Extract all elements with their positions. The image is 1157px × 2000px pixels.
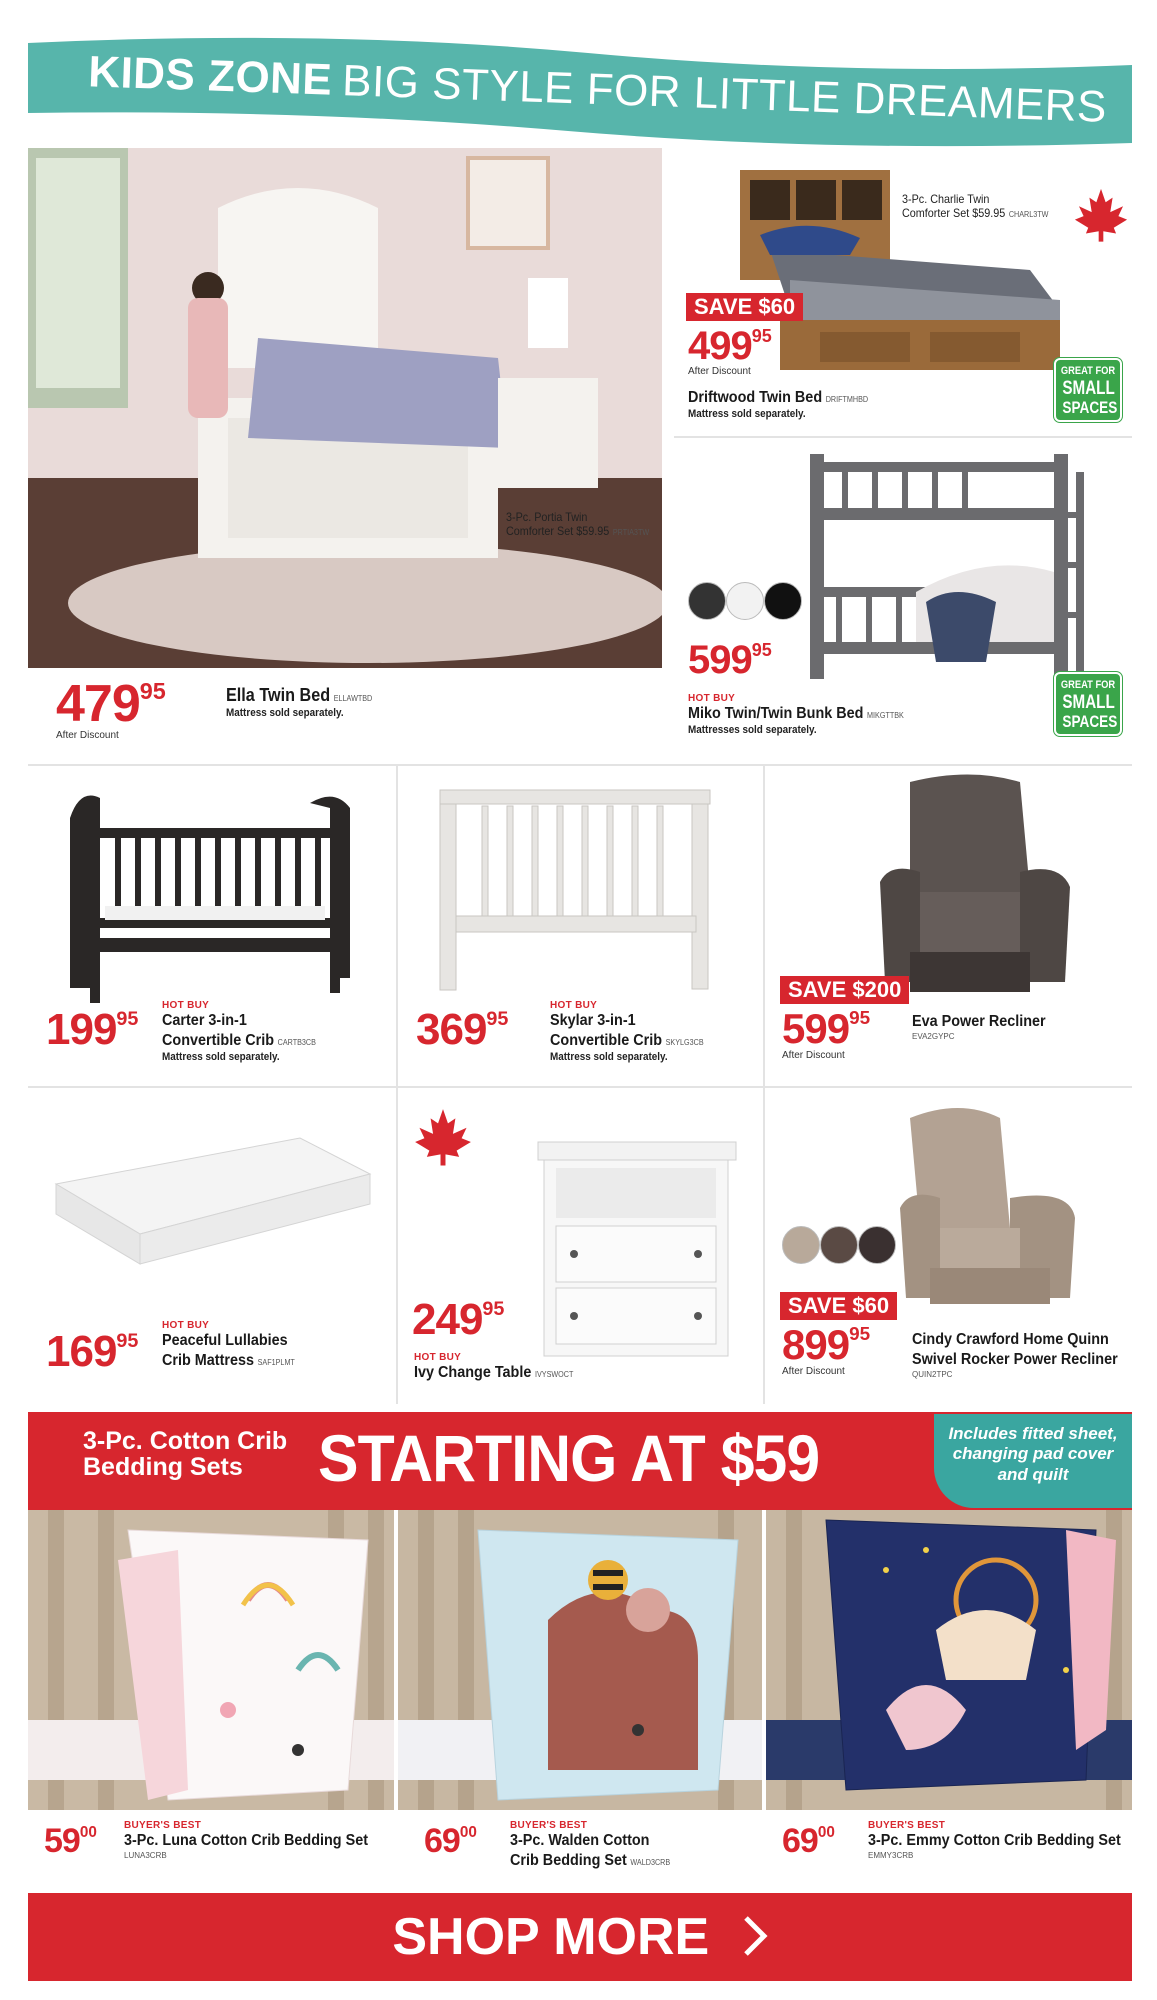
walden-price: [424, 1824, 477, 1858]
peaceful-info: [162, 1320, 310, 1371]
divider: [674, 436, 1132, 438]
gfs2-line2: SMALL: [1062, 692, 1115, 713]
luna-price: [44, 1824, 97, 1858]
divider: [763, 764, 765, 1094]
chevron-right-icon: [742, 1914, 768, 1958]
peaceful-name-line1[interactable]: Peaceful Lullabies: [162, 1332, 288, 1349]
skylar-hotbuy: HOT BUY: [550, 1000, 598, 1011]
cindy-save-badge: SAVE $60: [780, 1292, 897, 1320]
walden-price-dollars: 69: [424, 1822, 460, 1860]
cindy-after-discount: After Discount: [782, 1366, 845, 1377]
driftwood-sku: DRIFTMHBD: [825, 395, 869, 404]
emmy-price-dollars: 69: [782, 1822, 818, 1860]
cindy-name-line1[interactable]: Cindy Crawford Home Quinn: [912, 1331, 1109, 1348]
shop-more-label: SHOP MORE: [392, 1908, 710, 1966]
swatch-beige[interactable]: [782, 1226, 820, 1264]
carter-name-line1[interactable]: Carter 3-in-1: [162, 1012, 247, 1029]
band-left-line2: Bedding Sets: [83, 1453, 243, 1482]
eva-recliner-photo[interactable]: [870, 772, 1080, 1002]
skylar-sku: SKYLG3CB: [665, 1038, 704, 1047]
carter-crib-photo[interactable]: [60, 788, 360, 1008]
miko-price-dollars: 599: [688, 638, 752, 682]
skylar-name-line1[interactable]: Skylar 3-in-1: [550, 1012, 636, 1029]
portia-callout-line1: 3-Pc. Portia Twin: [506, 510, 588, 524]
emmy-buyers-best: BUYER'S BEST: [868, 1820, 946, 1831]
emmy-info: [868, 1820, 1149, 1860]
skylar-note: Mattress sold separately.: [550, 1051, 668, 1063]
band-tag-line3: and quilt: [997, 1464, 1069, 1484]
ella-after-discount: After Discount: [56, 730, 119, 741]
luna-price-cents: 00: [79, 1824, 97, 1842]
band-left-text: [83, 1428, 287, 1481]
cindy-name-line2[interactable]: Swivel Rocker Power Recliner: [912, 1351, 1118, 1368]
driftwood-price-dollars: 499: [688, 324, 752, 368]
crib-bedding-band: [28, 1412, 1132, 1510]
band-tag-line1: Includes fitted sheet,: [948, 1424, 1118, 1443]
cindy-price: [782, 1321, 871, 1377]
miko-bunk-photo[interactable]: [806, 452, 1106, 682]
eva-price-dollars: 599: [782, 1005, 850, 1052]
skylar-crib-photo[interactable]: [432, 786, 732, 996]
charlie-callout-line1: 3-Pc. Charlie Twin: [902, 192, 990, 206]
cindy-recliner-photo[interactable]: [900, 1098, 1090, 1308]
gfs2-line1: GREAT FOR: [1060, 679, 1116, 691]
luna-price-dollars: 59: [44, 1822, 80, 1860]
miko-note: Mattresses sold separately.: [688, 724, 817, 736]
driftwood-info: [688, 388, 888, 420]
charlie-callout-sku: CHARL3TW: [1008, 210, 1049, 219]
skylar-price-dollars: 369: [416, 1005, 487, 1054]
eva-price-cents: 95: [849, 1007, 871, 1029]
walden-sku: WALD3CRB: [630, 1858, 671, 1867]
great-for-small-spaces-badge: [1054, 358, 1122, 422]
swatch-dark[interactable]: [858, 1226, 896, 1264]
walden-info: [510, 1820, 688, 1871]
gfs2-line3: SPACES: [1062, 712, 1118, 731]
carter-price: [46, 1005, 139, 1054]
peaceful-name-line2[interactable]: Crib Mattress: [162, 1352, 255, 1369]
charlie-callout-line2: Comforter Set $59.95: [902, 206, 1006, 220]
portia-callout-line2: Comforter Set $59.95: [506, 524, 610, 538]
swatch-grey[interactable]: [688, 582, 726, 620]
eva-sku: EVA2GYPC: [912, 1032, 955, 1041]
cindy-price-cents: 95: [849, 1323, 871, 1345]
swatch-brown[interactable]: [820, 1226, 858, 1264]
ivy-price-cents: 95: [482, 1297, 505, 1320]
driftwood-price: [688, 326, 772, 377]
luna-sku: LUNA3CRB: [124, 1851, 167, 1860]
band-includes-tag: [934, 1414, 1132, 1508]
band-headline: STARTING AT $59: [318, 1421, 820, 1495]
skylar-name-line2[interactable]: Convertible Crib: [550, 1032, 663, 1049]
eva-save-badge: SAVE $200: [780, 976, 909, 1004]
eva-price: [782, 1005, 871, 1061]
walden-buyers-best: BUYER'S BEST: [510, 1820, 588, 1831]
emmy-name[interactable]: 3-Pc. Emmy Cotton Crib Bedding Set: [868, 1832, 1121, 1849]
driftwood-price-cents: 95: [751, 326, 772, 347]
carter-note: Mattress sold separately.: [162, 1051, 280, 1063]
peaceful-mattress-photo[interactable]: [50, 1134, 380, 1284]
eva-name[interactable]: Eva Power Recliner: [912, 1013, 1046, 1030]
divider: [28, 764, 1132, 766]
peaceful-price-cents: 95: [116, 1329, 139, 1352]
shop-more-button[interactable]: [28, 1893, 1132, 1981]
luna-info: [124, 1820, 395, 1860]
ivy-price-dollars: 249: [412, 1295, 483, 1344]
gfs-line3: SPACES: [1062, 398, 1118, 417]
walden-bedding-photo[interactable]: [398, 1510, 762, 1810]
carter-name-line2[interactable]: Convertible Crib: [162, 1032, 275, 1049]
emmy-price-cents: 00: [817, 1824, 835, 1842]
divider: [763, 1086, 765, 1404]
carter-price-dollars: 199: [46, 1005, 117, 1054]
driftwood-after-discount: After Discount: [688, 366, 751, 377]
driftwood-name[interactable]: Driftwood Twin Bed: [688, 389, 823, 406]
peaceful-sku: SAF1PLMT: [257, 1358, 295, 1367]
maple-leaf-icon: [1072, 186, 1130, 249]
gfs-line1: GREAT FOR: [1060, 365, 1116, 377]
cindy-info: [912, 1330, 1141, 1379]
miko-price-cents: 95: [751, 640, 772, 661]
carter-price-cents: 95: [116, 1007, 139, 1030]
carter-hotbuy: HOT BUY: [162, 1000, 210, 1011]
ivy-price: [412, 1295, 505, 1344]
emmy-bedding-photo[interactable]: [766, 1510, 1132, 1810]
driftwood-save-badge: SAVE $60: [686, 293, 803, 321]
ivy-hotbuy: HOT BUY: [414, 1352, 462, 1363]
miko-price: [688, 640, 772, 680]
peaceful-price-dollars: 169: [46, 1327, 117, 1376]
peaceful-hotbuy: HOT BUY: [162, 1320, 210, 1331]
ella-info: [226, 684, 389, 719]
carter-info: [162, 1000, 333, 1063]
carter-sku: CARTB3CB: [277, 1038, 316, 1047]
portia-callout: [506, 510, 665, 538]
miko-swatches: [688, 582, 802, 620]
cindy-sku: QUIN2TPC: [912, 1370, 953, 1379]
ella-price-cents: 95: [139, 677, 166, 704]
ella-bed-photo[interactable]: [28, 148, 662, 668]
portia-callout-sku: PRTIA3TW: [612, 528, 650, 537]
band-tag-line2: changing pad cover: [952, 1444, 1114, 1464]
walden-name-line2[interactable]: Crib Bedding Set: [510, 1852, 627, 1869]
divider: [28, 1086, 1132, 1088]
ella-sku: ELLAWTBD: [333, 694, 373, 703]
cindy-swatches: [782, 1226, 896, 1264]
skylar-price-cents: 95: [486, 1007, 509, 1030]
skylar-price: [416, 1005, 509, 1054]
banner-bold: KIDS ZONE: [87, 47, 334, 105]
charlie-callout: [902, 192, 1065, 220]
kids-zone-banner: [28, 35, 1132, 150]
luna-buyers-best: BUYER'S BEST: [124, 1820, 202, 1831]
gfs-line2: SMALL: [1062, 378, 1115, 399]
ivy-name[interactable]: Ivy Change Table: [414, 1364, 532, 1381]
emmy-sku: EMMY3CRB: [868, 1851, 914, 1860]
driftwood-note: Mattress sold separately.: [688, 408, 806, 420]
skylar-info: [550, 1000, 721, 1063]
maple-leaf-icon: [412, 1106, 474, 1173]
divider: [396, 764, 398, 1094]
band-left-line1: 3-Pc. Cotton Crib: [83, 1427, 288, 1455]
walden-price-cents: 00: [459, 1824, 477, 1842]
emmy-price: [782, 1824, 835, 1858]
luna-bedding-photo[interactable]: [28, 1510, 394, 1810]
miko-info: [688, 693, 928, 736]
ivy-change-table-photo[interactable]: [534, 1138, 740, 1360]
great-for-small-spaces-badge-2: [1054, 672, 1122, 736]
luna-name[interactable]: 3-Pc. Luna Cotton Crib Bedding Set: [124, 1832, 368, 1849]
ivy-sku: IVYSWOCT: [534, 1370, 574, 1379]
eva-after-discount: After Discount: [782, 1050, 845, 1061]
ella-price-dollars: 479: [56, 675, 140, 733]
ella-price: [56, 675, 166, 741]
cindy-price-dollars: 899: [782, 1321, 850, 1368]
peaceful-price: [46, 1327, 139, 1376]
swatch-black[interactable]: [764, 582, 802, 620]
ella-name[interactable]: Ella Twin Bed: [226, 685, 331, 705]
eva-info: [912, 1012, 1061, 1041]
miko-name[interactable]: Miko Twin/Twin Bunk Bed: [688, 705, 864, 722]
walden-name-line1[interactable]: 3-Pc. Walden Cotton: [510, 1832, 650, 1849]
ivy-info: [414, 1352, 591, 1383]
swatch-white[interactable]: [726, 582, 764, 620]
divider: [396, 1086, 398, 1404]
banner-rest: BIG STYLE FOR LITTLE DREAMERS: [341, 56, 1108, 132]
miko-sku: MIKGTTBK: [867, 711, 904, 720]
ella-note: Mattress sold separately.: [226, 706, 344, 719]
miko-hotbuy: HOT BUY: [688, 693, 736, 704]
